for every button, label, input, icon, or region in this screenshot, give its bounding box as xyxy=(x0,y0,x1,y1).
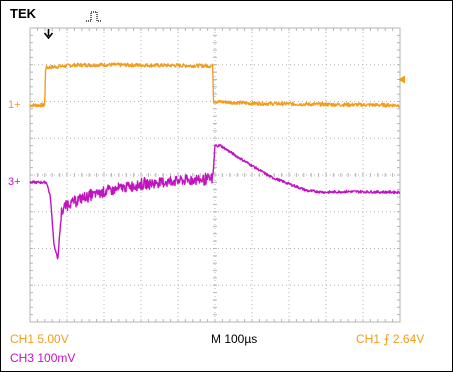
marker-layer xyxy=(45,12,406,83)
ch1-ground-marker[interactable]: 1+ xyxy=(8,99,21,112)
down-arrow-icon xyxy=(45,29,53,38)
pulse-trigger-icon xyxy=(86,12,102,21)
ch3-scale-readout: CH3 100mV xyxy=(10,351,76,365)
ch1-scale-readout: CH1 5.00V xyxy=(10,332,69,346)
graticule xyxy=(30,28,400,322)
brand-label: TEK xyxy=(10,6,36,21)
timebase-readout: M 100µs xyxy=(211,332,258,346)
ch3-ground-marker[interactable]: 3+ xyxy=(8,176,21,189)
trigger-readout: CH1 ⨍ 2.64V xyxy=(356,332,425,346)
left-arrow-icon xyxy=(398,75,405,83)
